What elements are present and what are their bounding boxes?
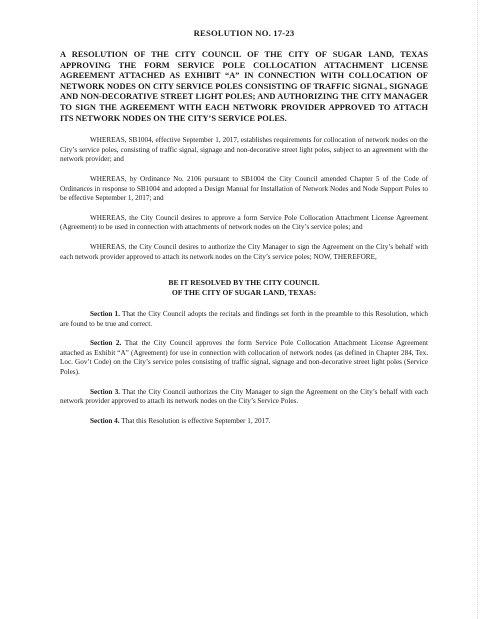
whereas-text-4: WHEREAS, the City Council desires to authorize the City Manager to sign the Agreement on the City’s behalf with each network provider approved to attach its network nodes on the City’s service poles; NOW, THEREFORE, — [60, 242, 428, 261]
section-paragraph-2 — [60, 339, 428, 377]
scan-edge-line — [476, 0, 478, 619]
resolved-line-1: BE IT RESOLVED BY THE CITY COUNCIL — [168, 278, 320, 288]
section-text-4: That this Resolution is effective September 1, 2017. — [121, 416, 271, 425]
section-label-4: Section 4. — [90, 416, 120, 425]
section-label-3: Section 3. — [90, 387, 120, 396]
section-paragraph-4 — [60, 417, 428, 427]
section-paragraph-3 — [60, 388, 428, 407]
whereas-text-3: WHEREAS, the City Council desires to approve a form Service Pole Collocation Attachment License Agreement (Agreement) to be used in connection with attachments of network nodes on the City’s service poles; and — [60, 213, 428, 232]
whereas-paragraph-2 — [60, 175, 428, 204]
resolved-line-2: OF THE CITY OF SUGAR LAND, TEXAS: — [171, 288, 317, 298]
whereas-text-2: WHEREAS, by Ordinance No. 2106 pursuant to SB1004 the City Council amended Chapter 5 of the Code of Ordinances in response to SB1004 and adopted a Design Manual for Installation of Network Nodes and Node Support Poles to be effective September 1, 2017; and — [60, 174, 428, 203]
resolution-heading: A RESOLUTION OF THE CITY COUNCIL OF THE CITY OF SUGAR LAND, TEXAS APPROVING THE FORM SERVICE POLE COLLOCATION ATTACHMENT LICENSE AGREEMENT ATTACHED AS EXHIBIT “A” IN CONNECTION WITH COLLOCATION OF NETWORK NODES ON CITY SERVICE POLES CONSISTING OF TRAFFIC SIGNAL, SIGNAGE AND NON-DECORATIVE STREET LIGHT POLES; AND AUTHORIZING THE CITY MANAGER TO SIGN THE AGREEMENT WITH EACH NETWORK PROVIDER APPROVED TO ATTACH ITS NETWORK NODES ON THE CITY’S SERVICE POLES. — [60, 50, 428, 123]
section-text-2: That the City Council approves the form Service Pole Collocation Attachment License Agreement attached as Exhibit “A” (Agreement) for use in connection with collocation of network nodes (as defined in Chapter 284, Tex. Loc. Gov’t Code) on the City’s service poles consisting of traffic signal, signage and non-decorative street light poles (Service Poles). — [60, 339, 429, 377]
whereas-paragraph-4 — [60, 243, 428, 262]
section-text-1: That the City Council adopts the recitals and findings set forth in the preamble to this Resolution, which are found to be true and correct. — [60, 310, 428, 328]
section-text-3: That the City Council authorizes the City Manager to sign the Agreement on the City’s behalf with each network provider approved to attach its network nodes on the City’s Service Poles. — [60, 387, 429, 406]
whereas-paragraph-1 — [60, 136, 428, 165]
section-label-1: Section 1. — [90, 310, 120, 319]
resolution-number: RESOLUTION NO. 17-23 — [193, 28, 295, 38]
whereas-paragraph-3 — [60, 214, 428, 233]
whereas-text-1: WHEREAS, SB1004, effective September 1, 2017, establishes requirements for collocation of network nodes on the City’s service poles, consisting of traffic signal, signage and non-decorative street light poles, subject to an agreement with the network provider; and — [60, 136, 428, 164]
section-label-2: Section 2. — [90, 339, 122, 348]
resolved-clause — [60, 278, 428, 298]
section-paragraph-1 — [60, 310, 428, 329]
